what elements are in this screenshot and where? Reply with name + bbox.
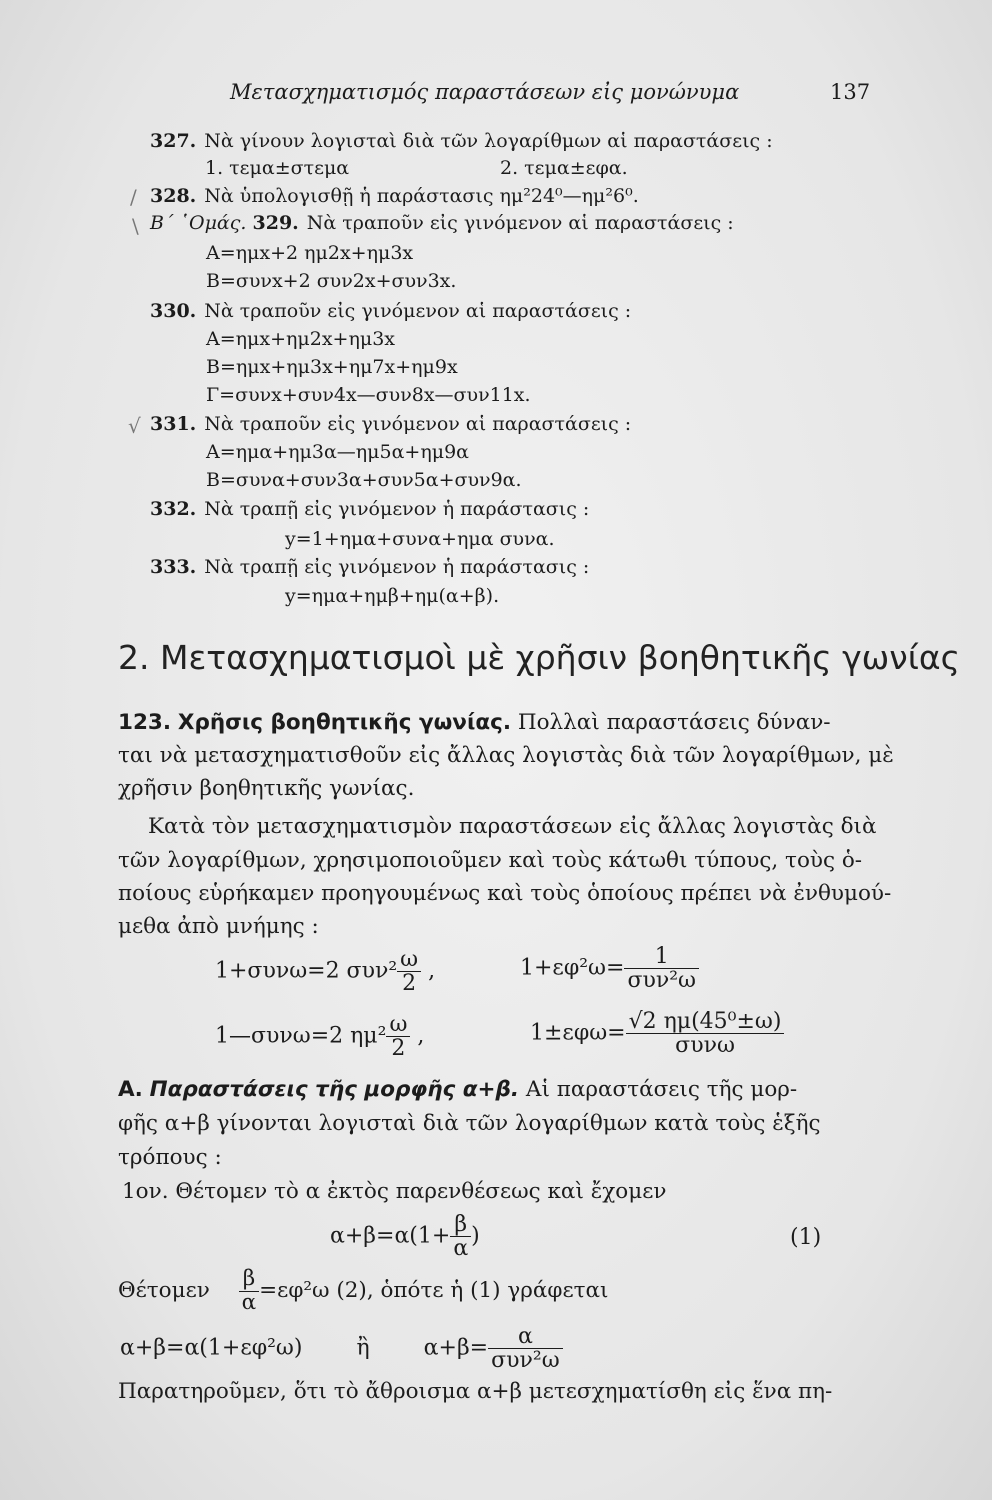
formula-lhs: 1—συνω=2 ημ²: [215, 1023, 387, 1049]
denominator: α: [241, 1289, 257, 1315]
exercise-number: 333.: [150, 556, 197, 578]
group-label: Β΄ ῾Ομάς.: [150, 212, 247, 234]
exercise-330: [150, 300, 631, 322]
exercise-331: [150, 413, 631, 435]
exercise-333-line-1: y=ημα+ημβ+ημ(α+β).: [285, 585, 500, 607]
fraction: [239, 1268, 260, 1314]
exercise-text: Νὰ γίνουν λογισταὶ διὰ τῶν λογαρίθμων αἱ παραστάσεις :: [204, 130, 773, 152]
formula-lhs: 1+εφ²ω=: [520, 955, 625, 981]
exercise-text: Νὰ τραπῇ εἰς γινόμενον ἡ παράστασις :: [204, 498, 590, 520]
exercise-331-line-2: Β=συνα+συν3α+συν5α+συν9α.: [206, 469, 522, 491]
exercise-text: Νὰ τραπῇ εἰς γινόμενον ἡ παράστασις :: [204, 556, 590, 578]
exercise-327-item-2: 2. τεμα±εφα.: [500, 157, 628, 179]
formula-3: [215, 1013, 424, 1060]
denominator: 2: [402, 971, 417, 997]
paragraph-2-line-3: ποίους εὑρήκαμεν προηγουμένως καὶ τοὺς ὁποίους πρέπει νὰ ἐνθυμού-: [118, 881, 892, 906]
paragraph-text: Πολλαὶ παραστάσεις δύναν-: [517, 710, 831, 735]
exercise-number: 328.: [150, 185, 197, 207]
equation-3-line: [120, 1325, 563, 1372]
exercise-332-line-1: y=1+ημα+συνα+ημα συνα.: [285, 528, 555, 550]
formula-comma: ,: [428, 958, 436, 984]
denominator: α: [453, 1236, 469, 1262]
exercise-number: 327.: [150, 130, 197, 152]
numerator: β: [450, 1213, 471, 1237]
exercise-number: 330.: [150, 300, 197, 322]
equation-tag: (1): [790, 1225, 822, 1250]
paragraph-123-line-2: ται νὰ μετασχηματισθοῦν εἰς ἄλλας λογιστὰς διὰ τῶν λογαρίθμων, μὲ: [118, 743, 894, 768]
equation-or: ἢ: [356, 1335, 370, 1361]
equation-rhs-lhs: α+β=: [423, 1335, 489, 1361]
denominator: συν²ω: [491, 1348, 560, 1374]
formula-lhs: 1±εφω=: [530, 1020, 626, 1046]
denominator: 2: [391, 1036, 406, 1062]
check-mark: /: [130, 185, 137, 209]
numerator: ω: [386, 1013, 410, 1037]
exercise-number: 331.: [150, 413, 197, 435]
page-number: 137: [830, 80, 871, 104]
equation-lhs: α+β=α(1+: [330, 1223, 451, 1249]
fraction: [626, 1010, 785, 1057]
denominator: συνω: [675, 1033, 735, 1059]
exercise-329-line-2: Β=συνx+2 συν2x+συν3x.: [206, 270, 457, 292]
part-a-line-4: 1ον. Θέτομεν τὸ α ἐκτὸς παρενθέσεως καὶ ἔχομεν: [122, 1179, 667, 1204]
exercise-number: 329.: [252, 212, 299, 234]
paragraph-number: 123.: [118, 710, 172, 735]
part-label: Α.: [118, 1077, 143, 1102]
paragraph-2-line-2: τῶν λογαρίθμων, χρησιμοποιοῦμεν καὶ τοὺς κάτωθι τύπους, τοὺς ὁ-: [118, 848, 863, 873]
numerator: 1: [624, 945, 699, 969]
formula-2: [520, 945, 699, 992]
numerator: α: [488, 1325, 563, 1349]
exercise-328: [150, 185, 639, 207]
equation-1: [330, 1213, 480, 1260]
last-line: Παρατηροῦμεν, ὅτι τὸ ἄθροισμα α+β μετεσχηματίσθη εἰς ἕνα πη-: [118, 1379, 833, 1404]
paragraph-heading: Χρῆσις βοηθητικῆς γωνίας.: [177, 710, 512, 735]
check-mark: √: [128, 414, 141, 438]
equation-rhs: =εφ²ω (2), ὁπότε ἡ (1) γράφεται: [259, 1278, 609, 1304]
paragraph-123-line-3: χρῆσιν βοηθητικῆς γωνίας.: [118, 776, 415, 801]
exercise-text: Νὰ τραποῦν εἰς γινόμενον αἱ παραστάσεις :: [204, 300, 632, 322]
exercise-330-line-2: Β=ημx+ημ3x+ημ7x+ημ9x: [206, 356, 458, 378]
equation-close: ): [471, 1223, 480, 1249]
formula-1: [215, 948, 435, 995]
part-a-line-3: τρόπους :: [118, 1145, 222, 1170]
equation-prefix: Θέτομεν: [118, 1278, 210, 1304]
part-text: Αἱ παραστάσεις τῆς μορ-: [525, 1077, 798, 1102]
exercise-332: [150, 498, 589, 520]
fraction: [488, 1325, 563, 1372]
paragraph-123-line-1: [118, 710, 831, 735]
paragraph-2-line-1: Κατὰ τὸν μετασχηματισμὸν παραστάσεων εἰς ἄλλας λογιστὰς διὰ: [148, 814, 877, 839]
numerator: √2 ημ(45⁰±ω): [626, 1010, 785, 1034]
formula-lhs: 1+συνω=2 συν²: [215, 958, 398, 984]
paragraph-2-line-4: μεθα ἀπὸ μνήμης :: [118, 914, 319, 939]
fraction: [624, 945, 699, 992]
equation-2-line: [118, 1268, 608, 1314]
fraction: [397, 948, 421, 995]
formula-comma: ,: [417, 1023, 425, 1049]
section-title: 2. Μετασχηματισμοὶ μὲ χρῆσιν βοηθητικῆς γωνίας: [118, 638, 960, 677]
exercise-330-line-1: Α=ημx+ημ2x+ημ3x: [206, 328, 395, 350]
part-a-line-1: [118, 1077, 797, 1102]
check-mark: \: [132, 214, 139, 238]
exercise-333: [150, 556, 589, 578]
exercise-text: Νὰ τραποῦν εἰς γινόμενον αἱ παραστάσεις :: [204, 413, 632, 435]
numerator: β: [239, 1268, 260, 1292]
exercise-331-line-1: Α=ημα+ημ3α—ημ5α+ημ9α: [206, 441, 469, 463]
running-header: Μετασχηματισμός παραστάσεων εἰς μονώνυμα: [230, 80, 740, 104]
part-a-line-2: φῆς α+β γίνονται λογισταὶ διὰ τῶν λογαρίθμων κατὰ τοὺς ἑξῆς: [118, 1111, 821, 1136]
part-heading: Παραστάσεις τῆς μορφῆς α+β.: [149, 1077, 520, 1102]
denominator: συν²ω: [627, 968, 696, 994]
equation-lhs: α+β=α(1+εφ²ω): [120, 1335, 303, 1361]
exercise-329-line-1: Α=ημx+2 ημ2x+ημ3x: [206, 242, 414, 264]
formula-4: [530, 1010, 784, 1057]
fraction: [450, 1213, 471, 1260]
exercise-329: [150, 212, 734, 234]
exercise-327: [150, 130, 773, 152]
numerator: ω: [397, 948, 421, 972]
exercise-327-item-1: 1. τεμα±στεμα: [205, 157, 350, 179]
exercise-text: Νὰ τραποῦν εἰς γινόμενον αἱ παραστάσεις :: [306, 212, 734, 234]
exercise-330-line-3: Γ=συνx+συν4x—συν8x—συν11x.: [206, 384, 531, 406]
exercise-number: 332.: [150, 498, 197, 520]
exercise-text: Νὰ ὑπολογισθῇ ἡ παράστασις ημ²24⁰—ημ²6⁰.: [204, 185, 639, 207]
fraction: [386, 1013, 410, 1060]
